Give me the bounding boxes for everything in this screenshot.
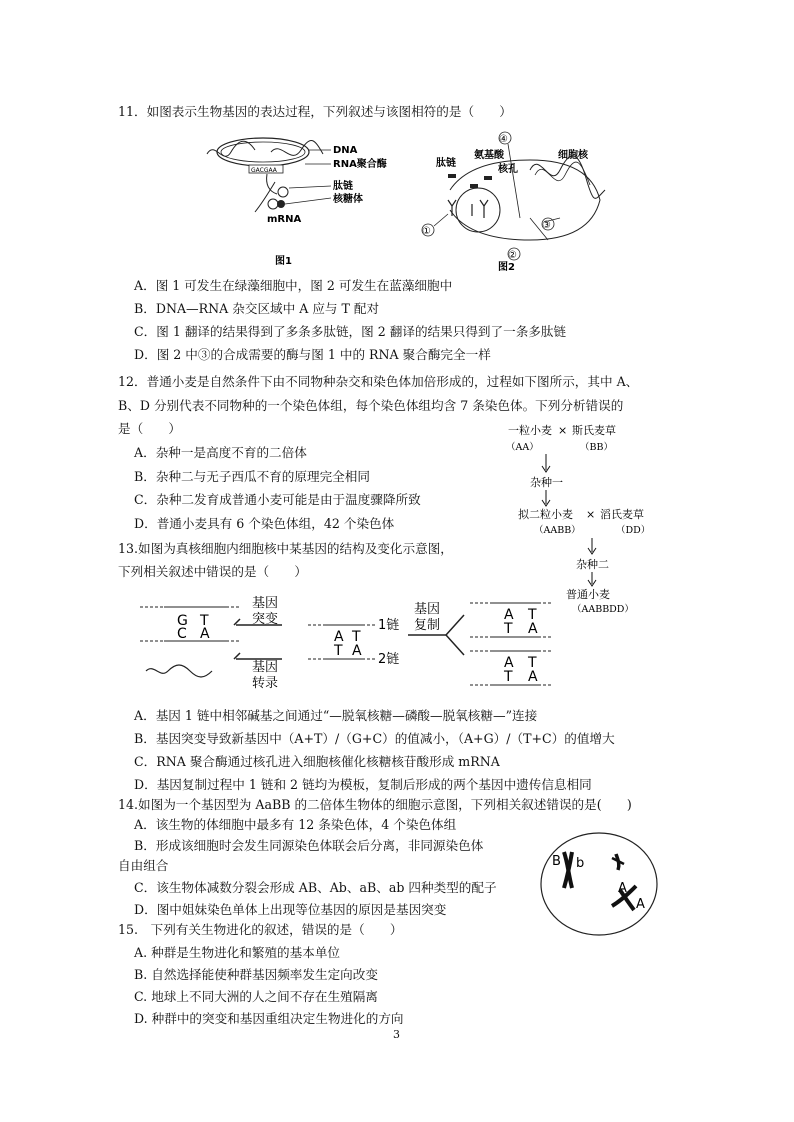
q11-stem: 11．如图表示生物基因的表达过程，下列叙述与该图相符的是（ ） bbox=[118, 104, 512, 119]
label-rna-polymerase: RNA聚合酶 bbox=[333, 159, 387, 170]
q15-option-c: C. 地球上不同大洲的人之间不存在生殖隔离 bbox=[134, 989, 378, 1004]
rep1-base-top-1: A bbox=[504, 607, 514, 623]
q11-option-b: B．DNA—RNA 杂交区域中 A 应与 T 配对 bbox=[134, 301, 380, 316]
page-number: 3 bbox=[393, 1028, 400, 1041]
circle-4: ④ bbox=[499, 134, 508, 145]
label-nucleus: 细胞核 bbox=[558, 150, 588, 161]
figure-1-caption: 图1 bbox=[275, 256, 292, 267]
rep1-base-bot-1: T bbox=[504, 621, 513, 637]
q13-option-d: D．基因复制过程中 1 链和 2 链均为模板，复制后形成的两个基因中遗传信息相同 bbox=[134, 777, 592, 792]
circle-3: ③ bbox=[542, 220, 551, 231]
q11-option-d: D．图 2 中③的合成需要的酶与图 1 中的 RNA 聚合酶完全一样 bbox=[134, 347, 491, 362]
cell-diagram bbox=[538, 830, 664, 940]
label-mutation-2: 突变 bbox=[252, 612, 279, 627]
q11-figure-2 bbox=[420, 130, 620, 275]
q11-option-c: C．图 1 翻译的结果得到了多条多肽链，图 2 翻译的结果只得到了一条多肽链 bbox=[134, 324, 567, 339]
rep2-base-bot-1: T bbox=[504, 669, 513, 685]
q12-stem-2: B、D 分别代表不同物种的一个染色体组，每个染色体组均含 7 条染色体。下列分析错误的 bbox=[118, 398, 624, 413]
label-mutation-1: 基因 bbox=[252, 596, 279, 611]
q14-option-b: B．形成该细胞时会发生同源染色体联会后分离，非同源染色体 bbox=[134, 838, 484, 853]
flow-species-3: 拟二粒小麦 bbox=[518, 508, 573, 521]
flow-cross-1: × bbox=[558, 424, 568, 437]
cell-allele-b: b bbox=[576, 856, 585, 871]
flow-species-4: 滔氏麦草 bbox=[600, 508, 644, 521]
label-peptide: 肽链 bbox=[333, 181, 353, 192]
rep1-base-top-2: T bbox=[528, 607, 537, 623]
label-ribosome: 核糖体 bbox=[333, 194, 363, 205]
rep1-base-bot-2: A bbox=[528, 621, 538, 637]
q12-option-b: B．杂种二与无子西瓜不育的原理完全相同 bbox=[134, 469, 370, 484]
flow-genotype-4: （DD） bbox=[616, 525, 651, 536]
flow-species-5: 普通小麦 bbox=[566, 588, 610, 601]
flow-hybrid-2: 杂种二 bbox=[576, 558, 609, 571]
q11-option-a: A．图 1 可发生在绿藻细胞中，图 2 可发生在蓝藻细胞中 bbox=[134, 278, 453, 293]
cell-allele-A1: A bbox=[618, 881, 627, 896]
q12-stem-1: 12．普通小麦是自然条件下由不同物种杂交和染色体加倍形成的，过程如下图所示，其中 A、 bbox=[118, 374, 639, 389]
flow-genotype-2: （BB） bbox=[580, 442, 613, 453]
figure-2-caption: 图2 bbox=[498, 262, 515, 273]
cell-allele-A2: A bbox=[636, 897, 645, 912]
mid-base-top-1: A bbox=[334, 629, 344, 645]
circle-2: ② bbox=[508, 250, 517, 261]
label-transcription-2: 转录 bbox=[252, 676, 279, 691]
mid-base-bot-1: T bbox=[334, 643, 343, 659]
q15-option-d: D. 种群中的突变和基因重组决定生物进化的方向 bbox=[134, 1011, 404, 1026]
q12-option-a: A．杂种一是高度不育的二倍体 bbox=[134, 445, 307, 460]
flow-genotype-5: （AABBDD） bbox=[572, 604, 634, 615]
mut-base-top-2: T bbox=[200, 613, 209, 629]
label-transcription-1: 基因 bbox=[252, 660, 279, 675]
label-chain-1: 1链 bbox=[378, 618, 400, 633]
flow-species-2: 斯氏麦草 bbox=[572, 424, 616, 437]
gene-structure-diagram bbox=[140, 593, 560, 693]
flow-species-1: 一粒小麦 bbox=[508, 424, 552, 437]
q13-option-b: B．基因突变导致新基因中（A+T）/（G+C）的值减小，（A+G）/（T+C）的值增大 bbox=[134, 731, 615, 746]
mut-base-bot-2: A bbox=[200, 626, 210, 642]
flow-hybrid-1: 杂种一 bbox=[530, 476, 563, 489]
q14-option-b-cont: 自由组合 bbox=[118, 858, 169, 873]
label-dna: DNA bbox=[333, 145, 358, 156]
label-peptide-2: 肽链 bbox=[436, 158, 456, 169]
label-pore: 核孔 bbox=[498, 164, 518, 175]
label-chain-2: 2链 bbox=[378, 652, 400, 667]
label-replication-2: 复制 bbox=[414, 618, 441, 633]
dna-sequence: GACGAA bbox=[251, 167, 277, 174]
wheat-flow-diagram bbox=[500, 422, 660, 618]
label-mrna: mRNA bbox=[267, 214, 302, 225]
q13-stem-2: 下列相关叙述中错误的是（ ） bbox=[118, 564, 307, 579]
mid-base-bot-2: A bbox=[352, 643, 362, 659]
q14-stem: 14.如图为一个基因型为 AaBB 的二倍体生物体的细胞示意图，下列相关叙述错误的是( ) bbox=[118, 797, 632, 812]
q12-option-d: D．普通小麦具有 6 个染色体组，42 个染色体 bbox=[134, 516, 395, 531]
rep2-base-top-1: A bbox=[504, 655, 514, 671]
label-replication-1: 基因 bbox=[414, 602, 441, 617]
flow-genotype-1: （AA） bbox=[506, 442, 539, 453]
q11-figure-1 bbox=[205, 132, 387, 272]
q15-option-b: B. 自然选择能使种群基因频率发生定向改变 bbox=[134, 967, 378, 982]
q13-option-a: A．基因 1 链中相邻碱基之间通过“—脱氧核糖—磷酸—脱氧核糖—”连接 bbox=[134, 708, 538, 723]
q13-option-c: C．RNA 聚合酶通过核孔进入细胞核催化核糖核苷酸形成 mRNA bbox=[134, 754, 500, 769]
label-amino-acid: 氨基酸 bbox=[474, 150, 504, 161]
q12-option-c: C．杂种二发育成普通小麦可能是由于温度骤降所致 bbox=[134, 492, 421, 507]
mut-base-top-1: G bbox=[177, 613, 188, 629]
mut-base-bot-1: C bbox=[177, 626, 187, 642]
q14-option-a: A．该生物的体细胞中最多有 12 条染色体，4 个染色体组 bbox=[134, 817, 457, 832]
cell-allele-B: B bbox=[552, 854, 561, 869]
circle-1: ① bbox=[422, 226, 431, 237]
q15-option-a: A. 种群是生物进化和繁殖的基本单位 bbox=[134, 945, 341, 960]
q13-stem-1: 13.如图为真核细胞内细胞核中某基因的结构及变化示意图， bbox=[118, 541, 453, 556]
flow-genotype-3: （AABB） bbox=[534, 525, 581, 536]
q15-stem: 15. 下列有关生物进化的叙述，错误的是（ ） bbox=[118, 922, 403, 937]
rep2-base-top-2: T bbox=[528, 655, 537, 671]
q12-stem-3: 是（ ） bbox=[118, 421, 181, 436]
q14-option-c: C．该生物体减数分裂会形成 AB、Ab、aB、ab 四种类型的配子 bbox=[134, 880, 497, 895]
flow-cross-2: × bbox=[586, 508, 596, 521]
q14-option-d: D．图中姐妹染色单体上出现等位基因的原因是基因突变 bbox=[134, 902, 447, 917]
mid-base-top-2: T bbox=[352, 629, 361, 645]
rep2-base-bot-2: A bbox=[528, 669, 538, 685]
